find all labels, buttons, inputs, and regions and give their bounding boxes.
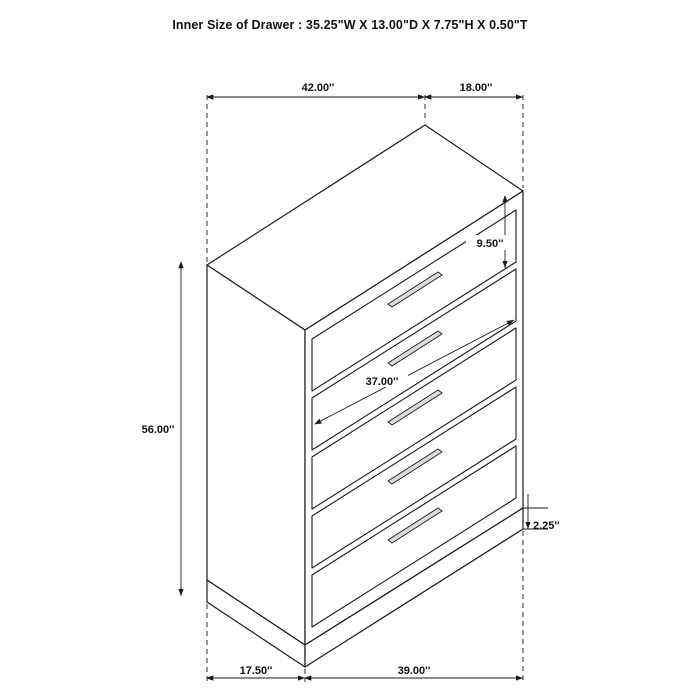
page-title: Inner Size of Drawer : 35.25"W X 13.00"D X 7.75"H X 0.50"T [172,18,528,32]
dim-label-drawer-width: 37.00'' [365,376,399,388]
dim-label-height: 56.00'' [141,424,175,436]
chest-front-face [207,265,305,645]
dim-label-top-width: 42.00'' [301,82,335,94]
dim-label-base-depth: 17.50'' [239,665,273,677]
dim-label-base-width: 39.00'' [397,665,431,677]
dim-label-side-depth: 9.50'' [476,238,504,250]
dim-label-top-depth: 18.00'' [459,82,493,94]
dim-label-base-height: 2.25'' [533,520,560,532]
